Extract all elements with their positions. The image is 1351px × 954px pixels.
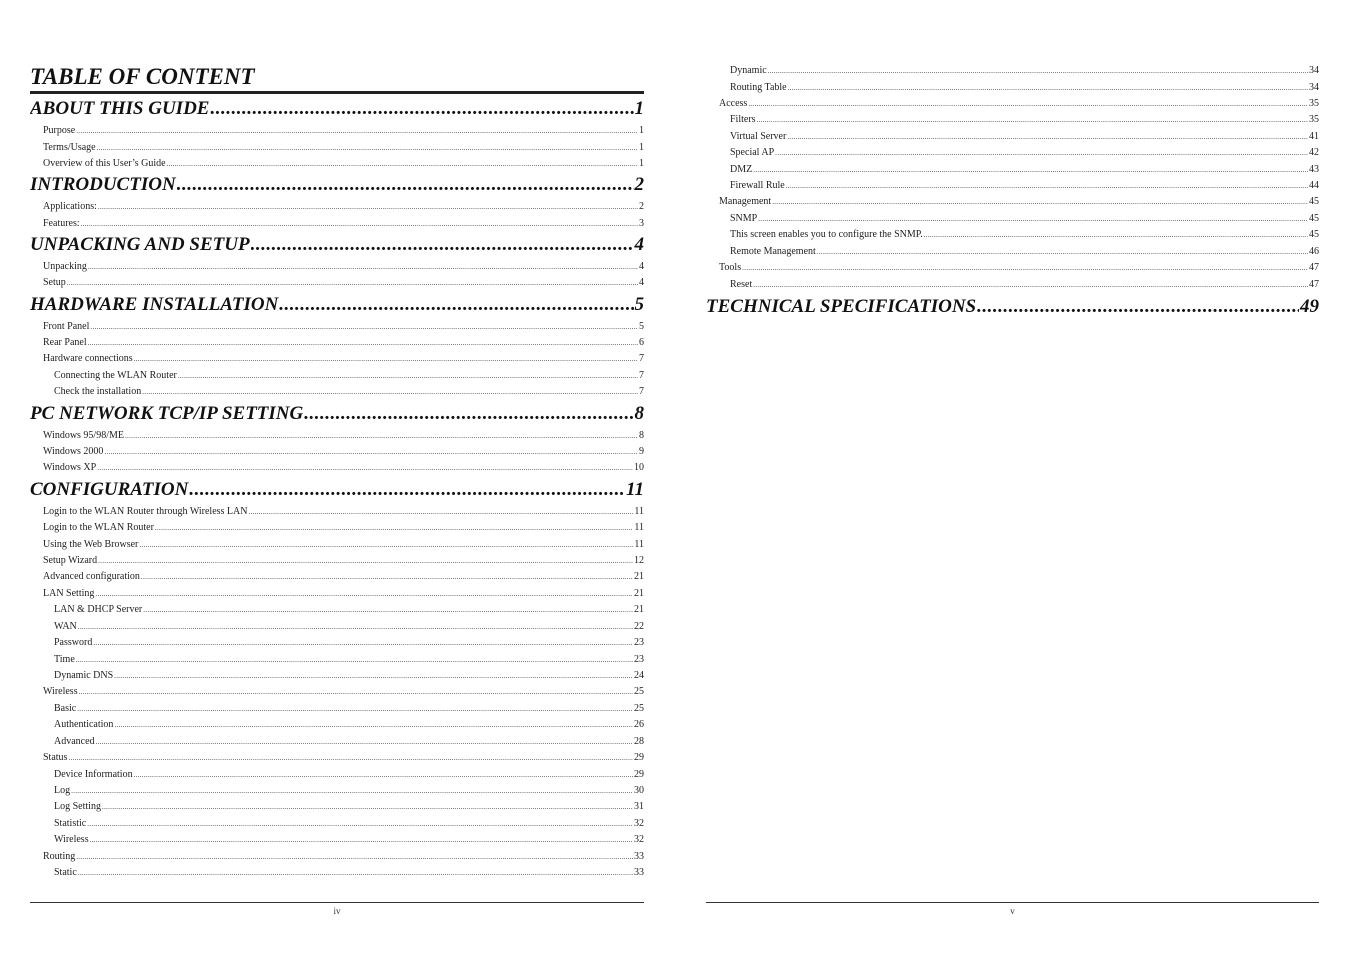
dot-leader xyxy=(87,818,633,831)
dot-leader xyxy=(96,736,633,749)
toc-section-entry[interactable] xyxy=(30,620,644,634)
dot-leader xyxy=(753,279,1308,292)
toc-entry-label: Dynamic xyxy=(730,65,767,76)
dot-leader xyxy=(71,785,633,798)
dot-leader xyxy=(279,293,633,317)
toc-entry-page-number: 43 xyxy=(1309,164,1319,175)
dot-leader xyxy=(757,114,1308,127)
toc-entry-page-number: 29 xyxy=(634,752,644,763)
toc-entry-label: Dynamic DNS xyxy=(54,670,114,681)
toc-section-entry[interactable] xyxy=(706,97,1319,111)
toc-entry-page-number: 11 xyxy=(634,539,644,550)
toc-entry-label: Connecting the WLAN Router xyxy=(54,370,177,381)
toc-entry-page-number: 5 xyxy=(634,294,644,315)
toc-section-entry[interactable] xyxy=(706,130,1319,144)
toc-section-entry[interactable] xyxy=(30,653,644,667)
toc-entry-page-number: 1 xyxy=(634,98,644,119)
toc-entry-label: ABOUT THIS GUIDE xyxy=(30,98,210,119)
dot-leader xyxy=(742,262,1308,275)
dot-leader xyxy=(775,147,1308,160)
dot-leader xyxy=(758,213,1308,226)
toc-entry-page-number: 9 xyxy=(639,446,644,457)
toc-entry-page-number: 34 xyxy=(1309,82,1319,93)
toc-entry-page-number: 41 xyxy=(1309,131,1319,142)
dot-leader xyxy=(977,295,1299,319)
right-page xyxy=(706,0,1319,954)
toc-entry-page-number: 35 xyxy=(1309,114,1319,125)
footer-divider xyxy=(706,902,1319,903)
dot-leader xyxy=(786,180,1308,193)
toc-section-entry[interactable] xyxy=(706,64,1319,78)
toc-entry-label: DMZ xyxy=(730,164,753,175)
toc-section-entry[interactable] xyxy=(30,817,644,831)
toc-section-entry[interactable] xyxy=(30,445,644,459)
toc-entry-page-number: 1 xyxy=(639,142,644,153)
toc-entry-label: Log xyxy=(54,785,71,796)
toc-entry-page-number: 32 xyxy=(634,818,644,829)
toc-entry-label: Filters xyxy=(730,114,756,125)
toc-entry-page-number: 32 xyxy=(634,834,644,845)
toc-entry-page-number: 21 xyxy=(634,604,644,615)
dot-leader xyxy=(90,321,638,334)
dot-leader xyxy=(304,402,633,426)
toc-entry-page-number: 45 xyxy=(1309,213,1319,224)
toc-section-entry[interactable] xyxy=(30,505,644,519)
toc-entry-label: Login to the WLAN Router through Wireless LAN xyxy=(43,506,248,517)
toc-entry-label: Device Information xyxy=(54,769,133,780)
dot-leader xyxy=(143,604,633,617)
toc-section-entry[interactable] xyxy=(706,212,1319,226)
toc-section-entry[interactable] xyxy=(30,429,644,443)
toc-entry-page-number: 46 xyxy=(1309,246,1319,257)
toc-entry-label: Advanced configuration xyxy=(43,571,140,582)
toc-entry-label: Features: xyxy=(43,218,80,229)
toc-entry-page-number: 7 xyxy=(639,370,644,381)
dot-leader xyxy=(139,539,633,552)
toc-chapter-entry[interactable] xyxy=(30,478,644,502)
toc-title: TABLE OF CONTENT xyxy=(30,62,644,94)
dot-leader xyxy=(177,173,634,197)
toc-entry-label: SNMP xyxy=(730,213,758,224)
page-number: iv xyxy=(333,906,341,916)
dot-leader xyxy=(125,430,638,443)
toc-section-entry[interactable] xyxy=(706,228,1319,242)
toc-section-entry[interactable] xyxy=(30,336,644,350)
dot-leader xyxy=(141,571,633,584)
dot-leader xyxy=(88,261,638,274)
toc-entry-page-number: 45 xyxy=(1309,196,1319,207)
toc-entry-page-number: 23 xyxy=(634,654,644,665)
toc-section-entry[interactable] xyxy=(30,735,644,749)
toc-entry-page-number: 7 xyxy=(639,353,644,364)
toc-section-entry[interactable] xyxy=(30,784,644,798)
toc-entry-label: Windows 2000 xyxy=(43,446,104,457)
toc-section-entry[interactable] xyxy=(30,352,644,366)
toc-entry-label: Special AP xyxy=(730,147,775,158)
toc-section-entry[interactable] xyxy=(30,217,644,231)
toc-entry-page-number: 30 xyxy=(634,785,644,796)
toc-entry-page-number: 11 xyxy=(634,506,644,517)
toc-entry-label: Unpacking xyxy=(43,261,87,272)
toc-section-entry[interactable] xyxy=(30,124,644,138)
toc-chapter-entry[interactable] xyxy=(30,173,644,197)
footer-divider xyxy=(30,902,644,903)
toc-section-entry[interactable] xyxy=(706,163,1319,177)
toc-entry-label: Purpose xyxy=(43,125,76,136)
toc-entry-page-number: 34 xyxy=(1309,65,1319,76)
toc-entry-label: Advanced xyxy=(54,736,95,747)
toc-section-entry[interactable] xyxy=(30,685,644,699)
toc-section-entry[interactable] xyxy=(30,320,644,334)
dot-leader xyxy=(81,218,638,231)
toc-entry-label: PC NETWORK TCP/IP SETTING xyxy=(30,403,304,424)
toc-section-entry[interactable] xyxy=(706,146,1319,160)
toc-chapter-entry[interactable] xyxy=(706,295,1319,319)
dot-leader xyxy=(142,386,638,399)
toc-entry-page-number: 3 xyxy=(639,218,644,229)
toc-entry-label: Wireless xyxy=(54,834,89,845)
toc-section-entry[interactable] xyxy=(706,179,1319,193)
toc-section-entry[interactable] xyxy=(30,461,644,475)
toc-entry-page-number: 21 xyxy=(634,571,644,582)
toc-section-entry[interactable] xyxy=(30,157,644,171)
toc-entry-label: Check the installation xyxy=(54,386,142,397)
toc-section-entry[interactable] xyxy=(30,800,644,814)
dot-leader xyxy=(753,164,1308,177)
toc-entry-page-number: 12 xyxy=(634,555,644,566)
toc-entry-page-number: 24 xyxy=(634,670,644,681)
dot-leader xyxy=(97,462,633,475)
dot-leader xyxy=(90,834,633,847)
toc-section-entry[interactable] xyxy=(706,261,1319,275)
toc-section-entry[interactable] xyxy=(30,669,644,683)
toc-section-entry[interactable] xyxy=(30,587,644,601)
toc-entry-page-number: 26 xyxy=(634,719,644,730)
toc-entry-label: LAN Setting xyxy=(43,588,95,599)
dot-leader xyxy=(210,97,633,121)
toc-entry-page-number: 29 xyxy=(634,769,644,780)
toc-section-entry[interactable] xyxy=(30,538,644,552)
toc-entry-label: Wireless xyxy=(43,686,78,697)
toc-entry-label: Authentication xyxy=(54,719,114,730)
dot-leader xyxy=(251,233,634,257)
toc-entry-label: UNPACKING AND SETUP xyxy=(30,234,250,255)
toc-entry-page-number: 8 xyxy=(639,430,644,441)
toc-entry-page-number: 45 xyxy=(1309,229,1319,240)
toc-entry-page-number: 44 xyxy=(1309,180,1319,191)
toc-entry-label: Tools xyxy=(719,262,742,273)
dot-leader xyxy=(167,158,638,171)
dot-leader xyxy=(97,142,638,155)
toc-entry-page-number: 6 xyxy=(639,337,644,348)
toc-section-entry[interactable] xyxy=(30,554,644,568)
toc-entry-label: Management xyxy=(719,196,772,207)
toc-entry-page-number: 42 xyxy=(1309,147,1319,158)
toc-entry-label: Overview of this User’s Guide xyxy=(43,158,166,169)
toc-entry-label: Status xyxy=(43,752,68,763)
toc-entry-page-number: 47 xyxy=(1309,279,1319,290)
toc-entry-label: HARDWARE INSTALLATION xyxy=(30,294,279,315)
toc-chapter-entry[interactable] xyxy=(30,293,644,317)
toc-entry-page-number: 11 xyxy=(634,522,644,533)
toc-entry-label: Basic xyxy=(54,703,77,714)
toc-section-entry[interactable] xyxy=(30,141,644,155)
dot-leader xyxy=(134,353,638,366)
toc-entry-page-number: 11 xyxy=(626,479,644,500)
toc-entry-page-number: 5 xyxy=(639,321,644,332)
toc-section-entry[interactable] xyxy=(30,718,644,732)
dot-leader xyxy=(88,337,638,350)
toc-entry-page-number: 25 xyxy=(634,703,644,714)
toc-entry-page-number: 28 xyxy=(634,736,644,747)
toc-entry-page-number: 35 xyxy=(1309,98,1319,109)
dot-leader xyxy=(155,522,633,535)
page-number: v xyxy=(1010,906,1015,916)
toc-section-entry[interactable] xyxy=(30,866,644,880)
toc-section-entry[interactable] xyxy=(30,603,644,617)
dot-leader xyxy=(77,703,633,716)
dot-leader xyxy=(68,752,633,765)
toc-entry-page-number: 23 xyxy=(634,637,644,648)
dot-leader xyxy=(114,670,633,683)
dot-leader xyxy=(748,98,1308,111)
dot-leader xyxy=(772,196,1308,209)
dot-leader xyxy=(114,719,633,732)
toc-entry-label: LAN & DHCP Server xyxy=(54,604,143,615)
toc-entry-page-number: 21 xyxy=(634,588,644,599)
toc-entry-label: Static xyxy=(54,867,77,878)
toc-entry-label: Virtual Server xyxy=(730,131,787,142)
toc-entry-label: Access xyxy=(719,98,748,109)
toc-section-entry[interactable] xyxy=(706,113,1319,127)
dot-leader xyxy=(189,478,625,502)
toc-section-entry[interactable] xyxy=(30,276,644,290)
toc-section-entry[interactable] xyxy=(30,636,644,650)
dot-leader xyxy=(76,851,633,864)
toc-section-entry[interactable] xyxy=(30,833,644,847)
toc-entry-page-number: 4 xyxy=(639,261,644,272)
toc-entry-page-number: 33 xyxy=(634,851,644,862)
toc-entry-label: Firewall Rule xyxy=(730,180,785,191)
dot-leader xyxy=(93,637,633,650)
toc-entry-page-number: 25 xyxy=(634,686,644,697)
toc-entry-label: Windows XP xyxy=(43,462,97,473)
toc-section-entry[interactable] xyxy=(30,570,644,584)
dot-leader xyxy=(817,246,1308,259)
toc-entry-label: Terms/Usage xyxy=(43,142,96,153)
dot-leader xyxy=(98,201,638,214)
toc-section-entry[interactable] xyxy=(30,260,644,274)
toc-entry-page-number: 2 xyxy=(634,174,644,195)
toc-entry-label: Remote Management xyxy=(730,246,816,257)
toc-entry-label: Front Panel xyxy=(43,321,90,332)
toc-entry-label: Time xyxy=(54,654,75,665)
toc-entry-label: Statistic xyxy=(54,818,87,829)
dot-leader xyxy=(178,370,638,383)
toc-section-entry[interactable] xyxy=(30,702,644,716)
toc-entry-label: Setup Wizard xyxy=(43,555,98,566)
toc-entry-label: Reset xyxy=(730,279,753,290)
toc-entry-page-number: 31 xyxy=(634,801,644,812)
toc-entry-page-number: 4 xyxy=(639,277,644,288)
toc-entry-label: Rear Panel xyxy=(43,337,87,348)
toc-entry-label: CONFIGURATION xyxy=(30,479,189,500)
dot-leader xyxy=(787,131,1308,144)
dot-leader xyxy=(768,65,1308,78)
toc-entry-page-number: 8 xyxy=(634,403,644,424)
toc-entry-label: Using the Web Browser xyxy=(43,539,139,550)
toc-entry-label: Log Setting xyxy=(54,801,101,812)
toc-section-entry[interactable] xyxy=(30,385,644,399)
dot-leader xyxy=(134,769,633,782)
toc-section-entry[interactable] xyxy=(30,369,644,383)
dot-leader xyxy=(76,654,633,667)
toc-entry-page-number: 1 xyxy=(639,125,644,136)
toc-entry-page-number: 7 xyxy=(639,386,644,397)
dot-leader xyxy=(248,506,633,519)
toc-entry-label: This screen enables you to configure the SNMP. xyxy=(730,229,923,240)
toc-entry-label: WAN xyxy=(54,621,77,632)
toc-entry-label: Windows 95/98/ME xyxy=(43,430,124,441)
dot-leader xyxy=(98,555,633,568)
toc-section-entry[interactable] xyxy=(706,278,1319,292)
toc-entry-page-number: 4 xyxy=(634,234,644,255)
toc-chapter-entry[interactable] xyxy=(30,233,644,257)
dot-leader xyxy=(78,621,633,634)
dot-leader xyxy=(79,686,633,699)
dot-leader xyxy=(788,82,1308,95)
dot-leader xyxy=(102,801,633,814)
toc-entry-label: Setup xyxy=(43,277,66,288)
dot-leader xyxy=(95,588,633,601)
toc-entry-page-number: 22 xyxy=(634,621,644,632)
toc-entry-label: INTRODUCTION xyxy=(30,174,176,195)
toc-section-entry[interactable] xyxy=(30,521,644,535)
toc-entry-label: Login to the WLAN Router xyxy=(43,522,154,533)
toc-section-entry[interactable] xyxy=(30,751,644,765)
toc-section-entry[interactable] xyxy=(30,850,644,864)
dot-leader xyxy=(104,446,638,459)
toc-chapter-entry[interactable] xyxy=(30,97,644,121)
dot-leader xyxy=(924,229,1308,242)
toc-section-entry[interactable] xyxy=(706,195,1319,209)
toc-entry-label: Routing xyxy=(43,851,76,862)
toc-entry-page-number: 1 xyxy=(639,158,644,169)
left-page xyxy=(30,0,644,954)
dot-leader xyxy=(78,867,633,880)
toc-entry-label: Hardware connections xyxy=(43,353,133,364)
toc-entry-page-number: 33 xyxy=(634,867,644,878)
toc-entry-label: Password xyxy=(54,637,93,648)
toc-section-entry[interactable] xyxy=(30,768,644,782)
toc-entry-label: Routing Table xyxy=(730,82,787,93)
toc-entry-page-number: 47 xyxy=(1309,262,1319,273)
toc-entry-page-number: 49 xyxy=(1300,296,1319,317)
toc-entry-label: Applications: xyxy=(43,201,97,212)
toc-entry-label: TECHNICAL SPECIFICATIONS xyxy=(706,296,977,317)
toc-entry-page-number: 2 xyxy=(639,201,644,212)
dot-leader xyxy=(67,277,638,290)
toc-section-entry[interactable] xyxy=(706,81,1319,95)
toc-section-entry[interactable] xyxy=(30,200,644,214)
toc-chapter-entry[interactable] xyxy=(30,402,644,426)
dot-leader xyxy=(76,125,638,138)
toc-section-entry[interactable] xyxy=(706,245,1319,259)
toc-entry-page-number: 10 xyxy=(634,462,644,473)
